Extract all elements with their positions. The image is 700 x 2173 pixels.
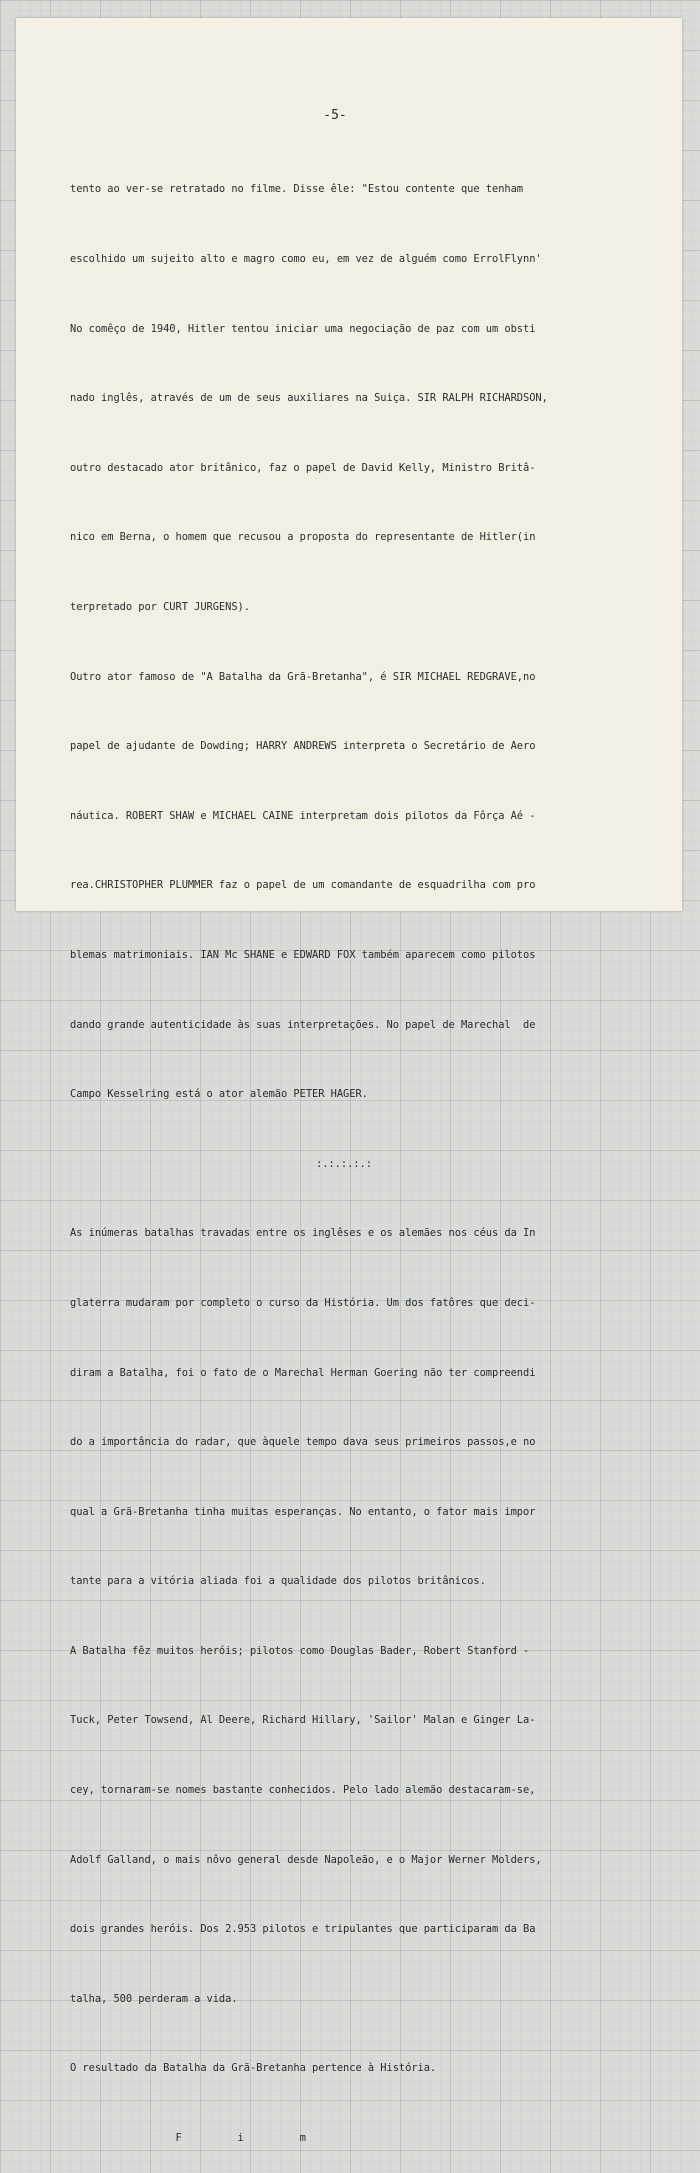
text-line: dois grandes heróis. Dos 2.953 pilotos e tripulantes que participaram da Ba (70, 1923, 536, 1936)
section-separator: :.:.:.:.: (316, 1157, 372, 1170)
text-line: escolhido um sujeito alto e magro como eu, em vez de alguém como ErrolFlynn' (70, 253, 542, 265)
text-line: diram a Batalha, foi o fato de o Marechal Herman Goering não ter compreendi (70, 1366, 536, 1379)
text-line: Campo Kesselring está o ator alemão PETER HAGER. (70, 1088, 368, 1101)
text-line: nado inglês, através de um de seus auxiliares na Suiça. SIR RALPH RICHARDSON, (70, 392, 548, 405)
fim-ending: F i m (70, 2132, 306, 2145)
text-line: náutica. ROBERT SHAW e MICHAEL CAINE interpretam dois pilotos da Fôrça Aé - (70, 809, 536, 822)
text-line: rea.CHRISTOPHER PLUMMER faz o papel de um comandante de esquadrilha com pro (70, 879, 536, 892)
text-line: tento ao ver-se retratado no filme. Disse êle: "Estou contente que tenham (70, 183, 524, 196)
text-line: cey, tornaram-se nomes bastante conhecidos. Pelo lado alemão destacaram-se, (70, 1784, 536, 1797)
text-line: Tuck, Peter Towsend, Al Deere, Richard Hillary, 'Sailor' Malan e Ginger La- (70, 1714, 536, 1727)
text-line: outro destacado ator britânico, faz o papel de David Kelly, Ministro Britâ- (70, 461, 536, 474)
text-line: terpretado por CURT JURGENS). (70, 600, 250, 613)
text-line: nico em Berna, o homem que recusou a proposta do representante de Hitler(in (70, 531, 536, 544)
text-line: papel de ajudante de Dowding; HARRY ANDREWS interpreta o Secretário de Aero (70, 740, 536, 753)
text-line: tante para a vitória aliada foi a qualidade dos pilotos britânicos. (70, 1575, 486, 1588)
text-line: As inúmeras batalhas travadas entre os inglêses e os alemães nos céus da In (70, 1227, 536, 1240)
text-line: A Batalha fêz muitos heróis; pilotos como Douglas Bader, Robert Stanford - (70, 1644, 530, 1657)
text-line: blemas matrimoniais. IAN Mc SHANE e EDWARD FOX também aparecem como pilotos (70, 948, 536, 961)
text-line: do a importância do radar, que àquele tempo dava seus primeiros passos,e no (70, 1436, 536, 1449)
page-number: -5- (323, 108, 347, 123)
text-line: dando grande autenticidade às suas interpretações. No papel de Marechal de (70, 1018, 536, 1031)
typed-text-body (70, 132, 648, 2173)
text-line: talha, 500 perderam a vida. (70, 1992, 238, 2005)
text-line: No comêço de 1940, Hitler tentou iniciar uma negociação de paz com um obsti (70, 322, 536, 335)
text-line: O resultado da Batalha da Grã-Bretanha pertence à História. (70, 2062, 437, 2075)
text-line: Adolf Galland, o mais nôvo general desde Napoleão, e o Major Werner Molders, (70, 1853, 542, 1866)
text-line: Outro ator famoso de "A Batalha da Grã-Bretanha", é SIR MICHAEL REDGRAVE,no (70, 670, 536, 683)
text-line: qual a Grã-Bretanha tinha muitas esperanças. No entanto, o fator mais impor (70, 1505, 536, 1518)
text-line: glaterra mudaram por completo o curso da História. Um dos fatôres que deci- (70, 1296, 536, 1309)
